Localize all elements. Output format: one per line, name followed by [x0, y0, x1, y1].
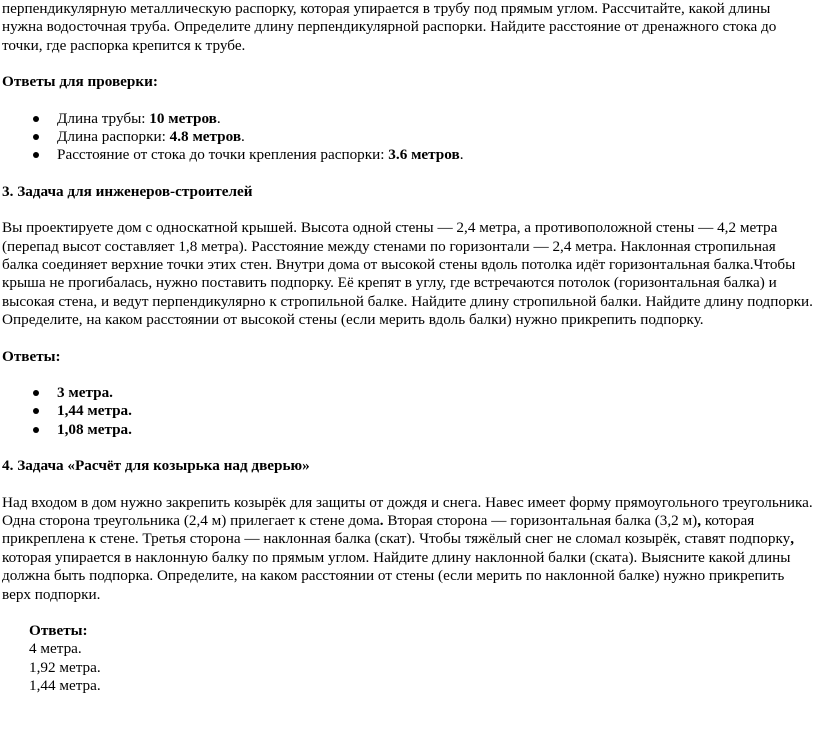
- task3-heading: 3. Задача для инженеров-строителей: [2, 182, 253, 200]
- list-item: 3 метра.: [0, 384, 814, 402]
- list-item: Длина трубы: 10 метров.: [0, 110, 814, 128]
- task4-answers: [0, 622, 814, 696]
- list-item: 1,44 метра.: [29, 677, 101, 695]
- list-item: 1,92 метра.: [29, 658, 101, 676]
- task3-answers-list: [0, 384, 814, 439]
- intro-paragraph: перпендикулярную металлическую распорку, которая упирается в трубу под прямым углом. Рассчитайте, какой длины нужна водосточная труба. Определите длину перпендикулярной распорки. Найдите расстояние от дренажного стока до точки, где распорка крепится к трубе.: [2, 0, 777, 54]
- task3-answers-heading: Ответы:: [2, 347, 61, 365]
- list-item: 4 метра.: [29, 640, 82, 658]
- check-answers-list: [0, 110, 814, 165]
- list-item: 1,08 метра.: [0, 421, 814, 439]
- task4-heading: 4. Задача «Расчёт для козырька над дверью»: [2, 457, 310, 475]
- task4-answers-heading: Ответы:: [29, 622, 88, 640]
- list-item: 1,44 метра.: [0, 402, 814, 420]
- task3-body: Вы проектируете дом с односкатной крышей. Высота одной стены — 2,4 метра, а противоположной стены — 4,2 метра (перепад высот составляет 1,8 метра). Расстояние между стенами по горизонтали — 2,4 метра. Наклонная стропильная балка соединяет верхние точки этих стен. Внутри дома от высокой стены вдоль потолка идёт горизонтальная балка.Чтобы крыша не прогибалась, нужно поставить подпорку. Её крепят в углу, где встречаются потолок (горизонтальная балка) и высокая стена, и ведут перпендикулярно к стропильной балке. Найдите длину стропильной балки. Найдите длину подпорки. Определите, на каком расстоянии от высокой стены (если мерить вдоль балки) нужно прикрепить подпорку.: [2, 219, 813, 329]
- check-answers-heading: Ответы для проверки:: [2, 73, 158, 91]
- list-item: Длина распорки: 4.8 метров.: [0, 128, 814, 146]
- list-item: Расстояние от стока до точки крепления распорки: 3.6 метров.: [0, 146, 814, 164]
- task4-body: Над входом в дом нужно закрепить козырёк для защиты от дождя и снега. Навес имеет форму прямоугольного треугольника. Одна сторона треугольника (2,4 м) прилегает к стене дома. Вторая сторона — горизонтальная балка (3,2 м), которая прикреплена к стене. Третья сторона — наклонная балка (скат). Чтобы тяжёлый снег не сломал козырёк, ставят подпорку, которая упирается в наклонную балку по прямым углом. Найдите длину наклонной балки (ската). Выясните какой длины должна быть подпорка. Определите, на каком расстоянии от стены (если мерить по наклонной балке) нужно прикрепить верх подпорки.: [2, 493, 813, 603]
